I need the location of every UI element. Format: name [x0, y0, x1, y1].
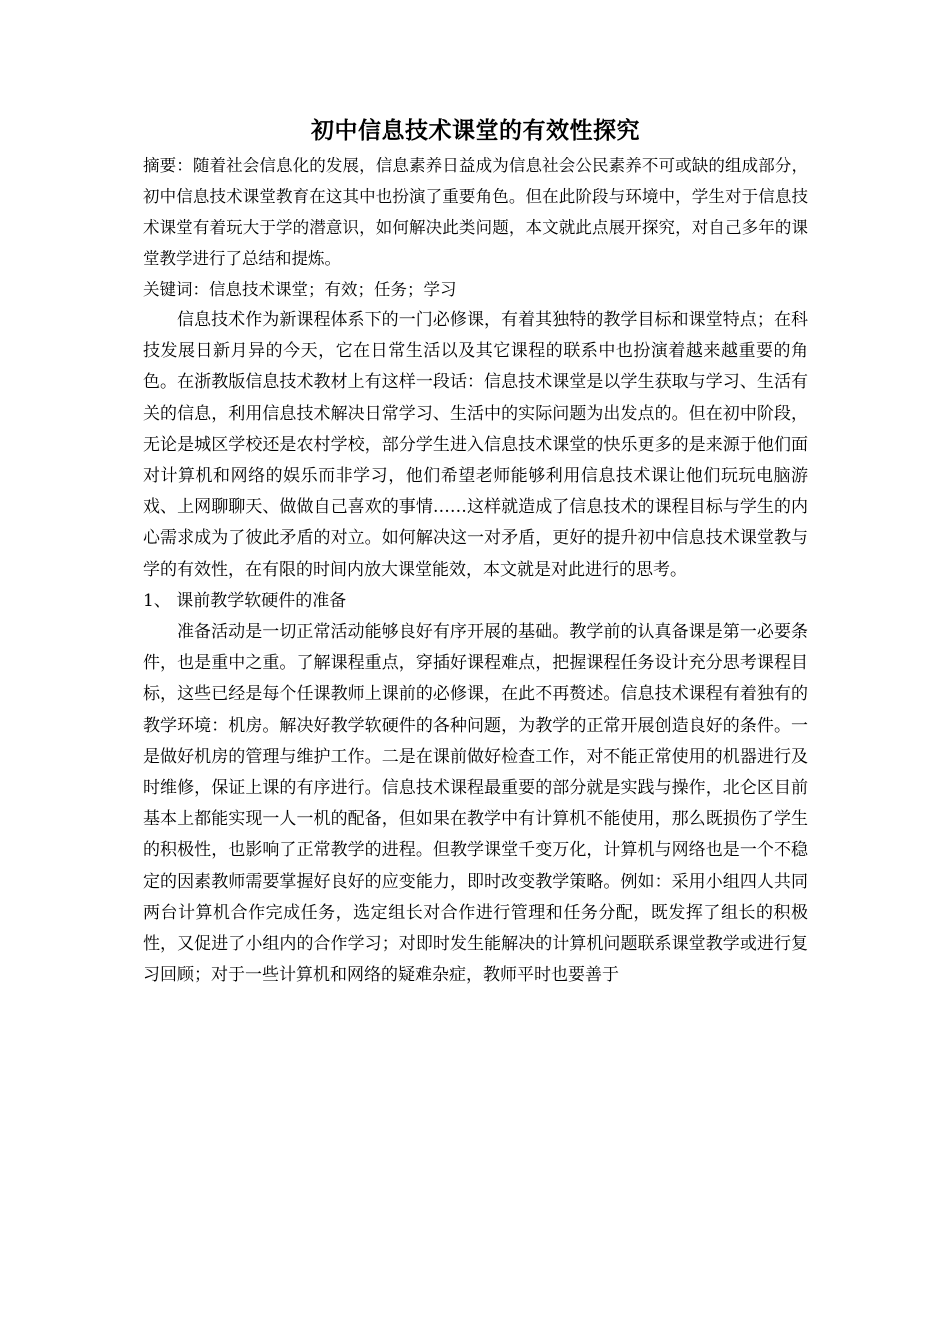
keywords-line: 关键词：信息技术课堂；有效；任务；学习	[143, 280, 457, 299]
intro-paragraph: 信息技术作为新课程体系下的一门必修课，有着其独特的教学目标和课堂特点；在科技发展日新月异的今天，它在日常生活以及其它课程的联系中也扮演着越来越重要的角色。在浙教版信息技术教材上有这样一段话：信息技术课堂是以学生获取与学习、生活有关的信息，利用信息技术解决日常学习、生活中的实际问题为出发点的。但在初中阶段，无论是城区学校还是农村学校，部分学生进入信息技术课堂的快乐更多的是来源于他们面对计算机和网络的娱乐而非学习，他们希望老师能够利用信息技术课让他们玩玩电脑游戏、上网聊聊天、做做自己喜欢的事情……这样就造成了信息技术的课程目标与学生的内心需求成为了彼此矛盾的对立。如何解决这一对矛盾，更好的提升初中信息技术课堂教与学的有效性，在有限的时间内放大课堂能效，本文就是对此进行的思考。	[143, 310, 808, 580]
section-1-paragraph: 准备活动是一切正常活动能够良好有序开展的基础。教学前的认真备课是第一必要条件，也是重中之重。了解课程重点，穿插好课程难点，把握课程任务设计充分思考课程目标，这些已经是每个任课教师上课前的必修课，在此不再赘述。信息技术课程有着独有的教学环境：机房。解决好教学软硬件的各种问题，为教学的正常开展创造良好的条件。一是做好机房的管理与维护工作。二是在课前做好检查工作，对不能正常使用的机器进行及时维修，保证上课的有序进行。信息技术课程最重要的部分就是实践与操作，北仑区目前基本上都能实现一人一机的配备，但如果在教学中有计算机不能使用，那么既损伤了学生的积极性，也影响了正常教学的进程。但教学课堂千变万化，计算机与网络也是一个不稳定的因素教师需要掌握好良好的应变能力，即时改变教学策略。例如：采用小组四人共同两台计算机合作完成任务，选定组长对合作进行管理和任务分配，既发挥了组长的积极性，又促进了小组内的合作学习；对即时发生能解决的计算机问题联系课堂教学或进行复习回顾；对于一些计算机和网络的疑难杂症，教师平时也要善于	[143, 622, 808, 986]
document-title: 初中信息技术课堂的有效性探究	[311, 117, 640, 144]
section-1-heading: 1、 课前教学软硬件的准备	[143, 590, 347, 611]
abstract-paragraph: 摘要：随着社会信息化的发展，信息素养日益成为信息社会公民素养不可或缺的组成部分，初中信息技术课堂教育在这其中也扮演了重要角色。但在此阶段与环境中，学生对于信息技术课堂有着玩大于学的潜意识，如何解决此类问题，本文就此点展开探究，对自己多年的课堂教学进行了总结和提炼。	[143, 156, 808, 268]
document-page	[143, 112, 808, 991]
